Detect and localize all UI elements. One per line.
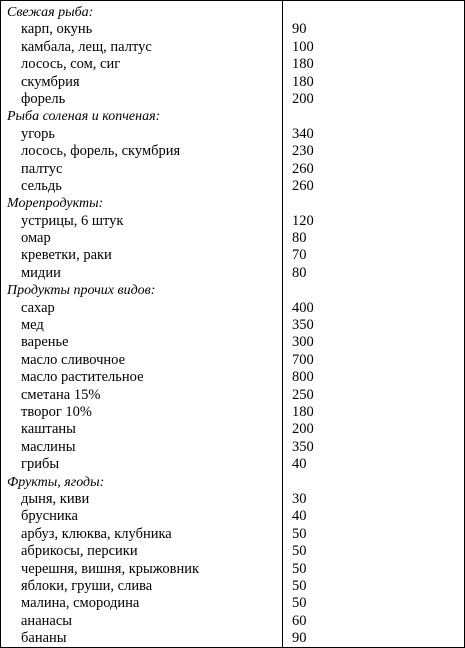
item-name: камбала, лещ, палтус <box>21 38 152 55</box>
item-name: лосось, сом, сиг <box>21 56 121 73</box>
item-name: бананы <box>21 630 67 647</box>
item-value: 40 <box>292 456 307 473</box>
item-value: 50 <box>292 577 307 594</box>
item-name: абрикосы, персики <box>21 543 138 560</box>
section-header-row <box>1 282 464 299</box>
table-row <box>1 421 464 438</box>
item-value: 180 <box>292 403 314 420</box>
table-row <box>1 352 464 369</box>
item-name: мидии <box>21 264 61 281</box>
item-value: 90 <box>292 630 307 647</box>
item-value: 120 <box>292 212 314 229</box>
item-name: арбуз, клюква, клубника <box>21 525 172 542</box>
table-row <box>1 265 464 282</box>
item-value: 70 <box>292 247 307 264</box>
item-value: 60 <box>292 612 307 629</box>
item-name: ананасы <box>21 612 73 629</box>
table-row <box>1 387 464 404</box>
table-row <box>1 74 464 91</box>
item-value: 50 <box>292 595 307 612</box>
item-name: скумбрия <box>21 73 80 90</box>
table-row <box>1 143 464 160</box>
item-name: устрицы, 6 штук <box>21 212 124 229</box>
item-name: омар <box>21 230 51 247</box>
item-value: 230 <box>292 143 314 160</box>
item-name: угорь <box>21 125 55 142</box>
item-name: яблоки, груши, слива <box>21 577 153 594</box>
table-row <box>1 21 464 38</box>
item-name: грибы <box>21 456 60 473</box>
table-row <box>1 161 464 178</box>
item-name: форель <box>21 90 66 107</box>
table-row <box>1 561 464 578</box>
item-name: каштаны <box>21 421 76 438</box>
section-title: Фрукты, ягоды: <box>7 474 105 490</box>
item-value: 700 <box>292 351 314 368</box>
item-name: варенье <box>21 334 69 351</box>
section-title: Продукты прочих видов: <box>7 283 156 299</box>
item-name: малина, смородина <box>21 595 140 612</box>
section-title: Свежая рыба: <box>7 5 94 20</box>
section-title: Рыба соленая и копченая: <box>7 109 161 125</box>
table-row <box>1 300 464 317</box>
section-header-row <box>1 4 464 21</box>
item-value: 80 <box>292 230 307 247</box>
item-value: 800 <box>292 369 314 386</box>
table-row <box>1 230 464 247</box>
table-row <box>1 126 464 143</box>
table-row <box>1 334 464 351</box>
table-row <box>1 247 464 264</box>
item-value: 340 <box>292 125 314 142</box>
item-value: 350 <box>292 317 314 334</box>
table-row <box>1 404 464 421</box>
table-row <box>1 91 464 108</box>
table-row <box>1 526 464 543</box>
item-name: маслины <box>21 438 76 455</box>
table-row <box>1 595 464 612</box>
table-row <box>1 508 464 525</box>
item-value: 250 <box>292 386 314 403</box>
table-row <box>1 56 464 73</box>
table-row <box>1 369 464 386</box>
item-name: творог 10% <box>21 403 92 420</box>
table-row <box>1 456 464 473</box>
item-name: карп, окунь <box>21 21 93 38</box>
table-row <box>1 543 464 560</box>
item-value: 90 <box>292 21 307 38</box>
item-value: 50 <box>292 543 307 560</box>
item-value: 30 <box>292 490 307 507</box>
section-header-row <box>1 195 464 212</box>
table-row <box>1 613 464 630</box>
item-name: масло сливочное <box>21 351 126 368</box>
item-value: 400 <box>292 299 314 316</box>
item-value: 260 <box>292 177 314 194</box>
item-name: сахар <box>21 299 55 316</box>
item-value: 80 <box>292 264 307 281</box>
table-row <box>1 317 464 334</box>
item-name: черешня, вишня, крыжовник <box>21 560 200 577</box>
item-value: 180 <box>292 73 314 90</box>
item-name: дыня, киви <box>21 490 90 507</box>
table-row <box>1 39 464 56</box>
item-value: 180 <box>292 56 314 73</box>
table-row <box>1 630 464 647</box>
item-value: 200 <box>292 421 314 438</box>
section-header-row <box>1 108 464 125</box>
table-row <box>1 491 464 508</box>
item-name: палтус <box>21 160 63 177</box>
item-value: 260 <box>292 160 314 177</box>
table-row <box>1 178 464 195</box>
section-title: Морепродукты: <box>7 196 104 212</box>
item-name: масло растительное <box>21 369 144 386</box>
table-body <box>1 4 464 647</box>
table-row <box>1 213 464 230</box>
item-name: мед <box>21 317 44 334</box>
item-value: 300 <box>292 334 314 351</box>
item-value: 200 <box>292 90 314 107</box>
table-row <box>1 439 464 456</box>
item-name: лосось, форель, скумбрия <box>21 143 181 160</box>
table-row <box>1 578 464 595</box>
item-name: брусника <box>21 508 78 525</box>
item-value: 350 <box>292 438 314 455</box>
item-value: 100 <box>292 38 314 55</box>
item-value: 40 <box>292 508 307 525</box>
section-header-row <box>1 474 464 491</box>
item-name: креветки, раки <box>21 247 112 264</box>
item-value: 50 <box>292 525 307 542</box>
item-value: 50 <box>292 560 307 577</box>
item-name: сметана 15% <box>21 386 101 403</box>
item-name: сельдь <box>21 177 62 194</box>
